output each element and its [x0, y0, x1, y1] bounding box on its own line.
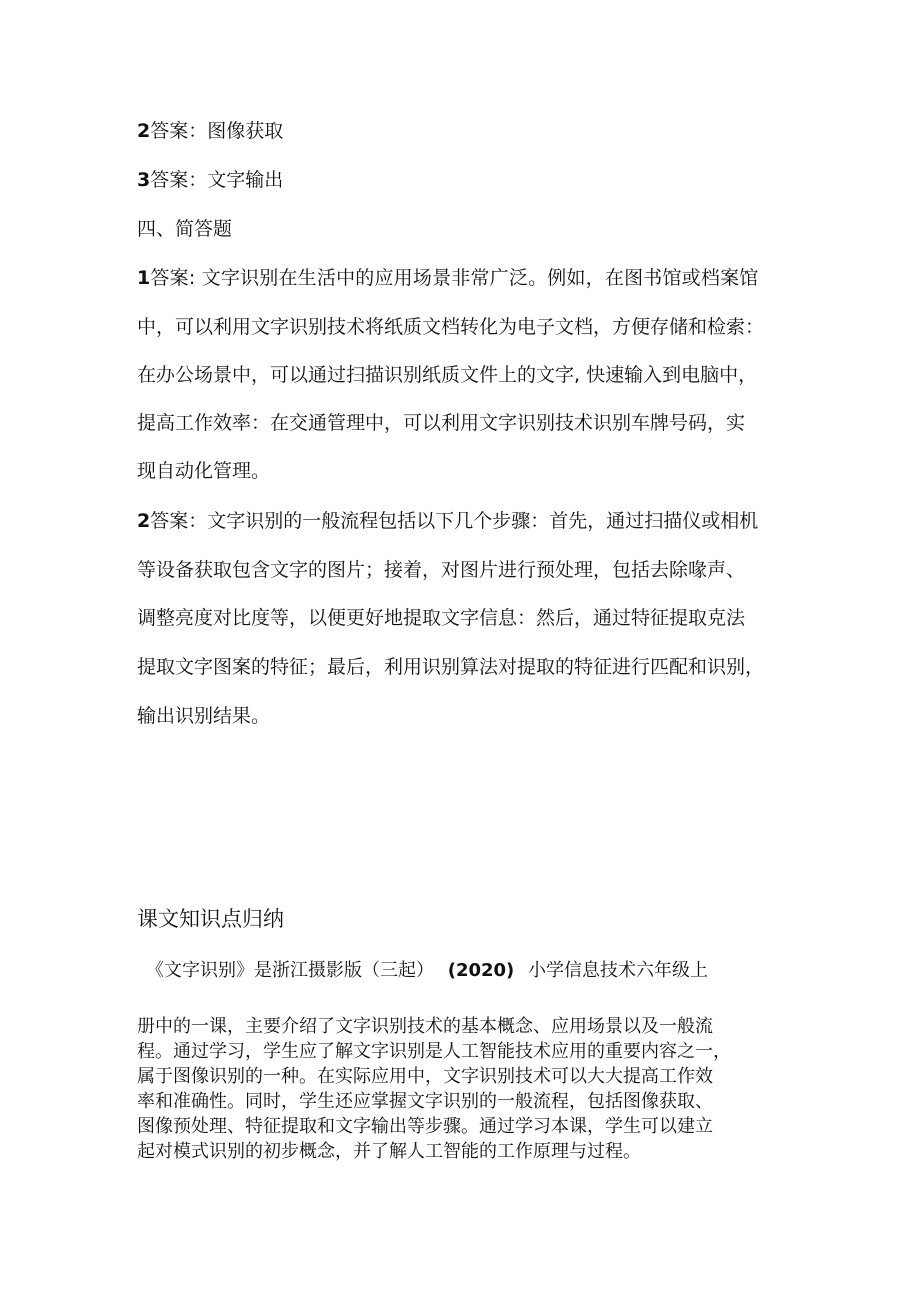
short-answer-1-line-3: 在办公场景中，可以通过扫描识别纸质文件上的文字, 快速输入到电脑中，	[137, 364, 758, 386]
short-answer-1-line-4: 提高工作效率：在交通管理中，可以利用文字识别技术识别车牌号码，实	[137, 412, 746, 434]
answer-text: 答案: 文字识别在生活中的应用场景非常广泛。例如，在图书馆或档案馆	[150, 267, 759, 289]
answer-number: 3	[137, 169, 151, 191]
summary-line-6: 图像预处理、特征提取和文字输出等步骤。通过学习本课，学生可以建立	[137, 1116, 713, 1137]
short-answer-2-line-3: 调整亮度对比度等，以便更好地提取文字信息：然后，通过特征提取克法	[137, 607, 746, 629]
short-answer-1-line-2: 中，可以利用文字识别技术将纸质文档转化为电子文档，方便存储和检索：	[137, 316, 765, 338]
summary-text: 小学信息技术六年级上	[528, 960, 709, 981]
summary-text: 《文字识别》是浙江摄影版（三起）	[146, 960, 434, 981]
summary-line-7: 起对模式识别的初步概念，并了解人工智能的工作原理与过程。	[137, 1141, 641, 1162]
answer-text: 答案：文字输出	[150, 169, 284, 191]
short-answer-2-line-4: 提取文字图案的特征；最后，利用识别算法对提取的特征进行匹配和识别，	[137, 656, 765, 678]
summary-line-2: 册中的一课，主要介绍了文字识别技术的基本概念、应用场景以及一般流	[137, 1016, 713, 1037]
summary-line-4: 属于图像识别的一种。在实际应用中，文字识别技术可以大大提高工作效	[137, 1066, 713, 1087]
summary-line-3: 程。通过学习，学生应了解文字识别是人工智能技术应用的重要内容之一，	[137, 1041, 731, 1062]
fill-answer-2	[137, 119, 283, 143]
summary-line-1	[146, 959, 806, 983]
summary-year: (2020)	[447, 960, 515, 981]
short-answer-2-line-2: 等设备获取包含文字的图片；接着，对图片进行预处理，包括去除喙声、	[137, 559, 746, 581]
section-title-short-answer: 四、简答题	[137, 218, 233, 240]
fill-answer-3	[137, 168, 283, 192]
short-answer-1-line-1	[137, 266, 758, 290]
knowledge-summary-heading: 课文知识点归纳	[137, 907, 284, 931]
answer-number: 2	[137, 510, 151, 532]
answer-text: 答案：图像获取	[150, 120, 284, 142]
answer-number: 2	[137, 120, 151, 142]
short-answer-1-line-5: 现自动化管理。	[137, 460, 271, 482]
short-answer-2-line-5: 输出识别结果。	[137, 705, 271, 727]
summary-line-5: 率和准确性。同时，学生还应掌握文字识别的一般流程，包括图像获取、	[137, 1091, 713, 1112]
answer-number: 1	[137, 267, 151, 289]
answer-text: 答案：文字识别的一般流程包括以下几个步骤：首先，通过扫描仪或相机	[150, 510, 759, 532]
short-answer-2-line-1	[137, 509, 758, 533]
